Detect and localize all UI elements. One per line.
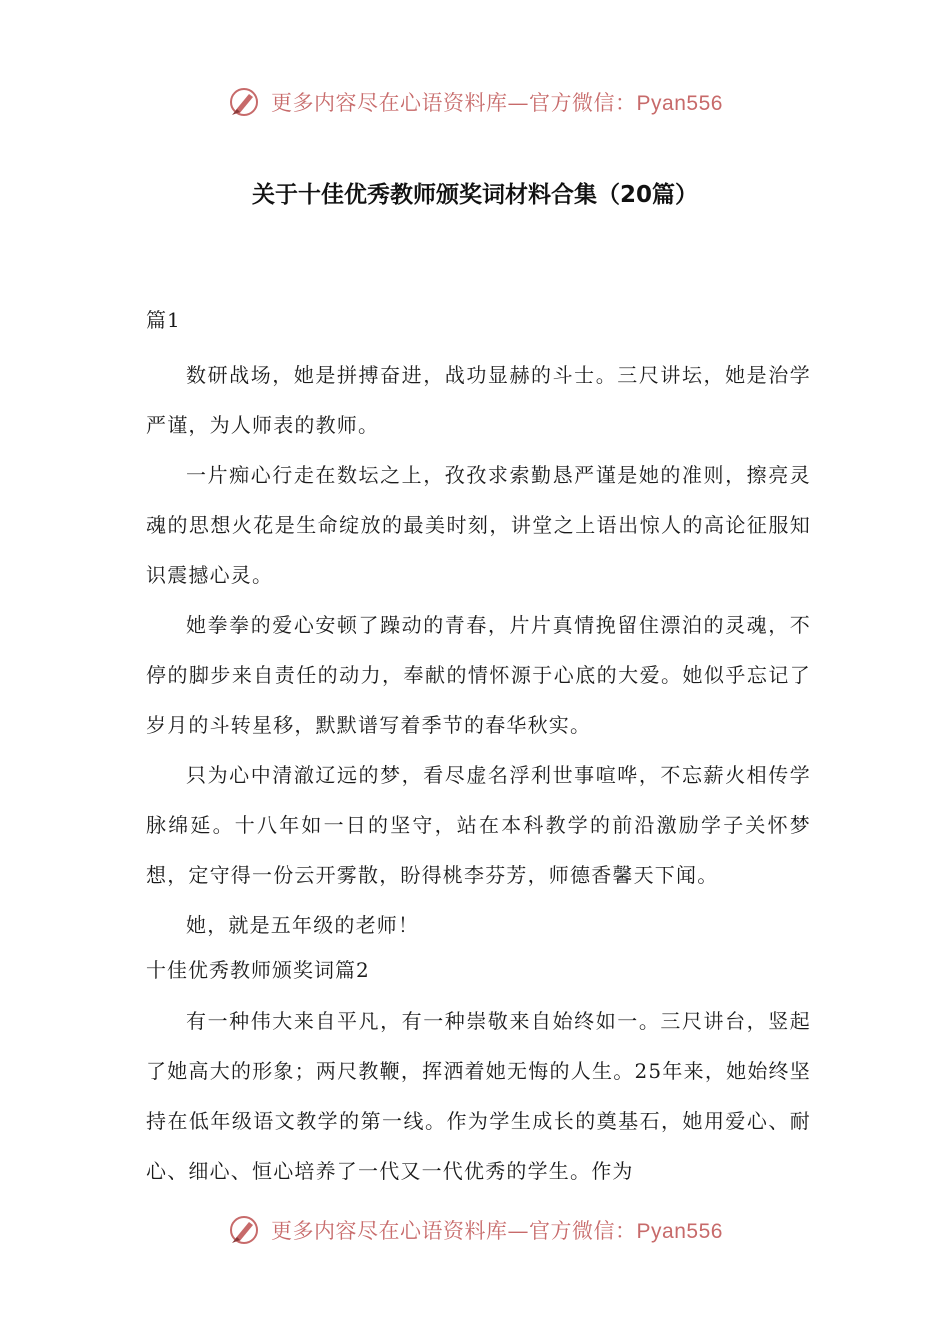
paragraph: 一片痴心行走在数坛之上，孜孜求索勤恳严谨是她的准则，擦亮灵魂的思想火花是生命绽放的最美时刻，讲堂之上语出惊人的高论征服知识震撼心灵。	[146, 463, 811, 587]
watermark-banner-bottom	[0, 1210, 950, 1250]
section-heading-2: 十佳优秀教师颁奖词篇2	[146, 958, 370, 982]
pen-nib-logo-icon	[227, 1213, 261, 1247]
watermark-text: 更多内容尽在心语资料库—官方微信：Pyan556	[271, 91, 723, 115]
pen-nib-logo-icon	[227, 85, 261, 119]
section-heading-1: 篇1	[146, 308, 181, 332]
watermark-text: 更多内容尽在心语资料库—官方微信：Pyan556	[271, 1219, 723, 1243]
wechat-id: Pyan556	[636, 1220, 723, 1243]
document-title: 关于十佳优秀教师颁奖词材料合集（20篇）	[251, 182, 698, 208]
wechat-id: Pyan556	[636, 92, 723, 115]
paragraph: 她，就是五年级的老师！	[186, 913, 420, 937]
paragraph: 数研战场，她是拼搏奋进，战功显赫的斗士。三尺讲坛，她是治学严谨，为人师表的教师。	[146, 363, 811, 437]
watermark-banner-top	[0, 82, 950, 122]
paragraph: 只为心中清澈辽远的梦，看尽虚名浮利世事喧哗，不忘薪火相传学脉绵延。十八年如一日的坚守，站在本科教学的前沿激励学子关怀梦想，定守得一份云开雾散，盼得桃李芬芳，师德香馨天下闻。	[146, 763, 811, 887]
paragraph: 她拳拳的爱心安顿了躁动的青春，片片真情挽留住漂泊的灵魂，不停的脚步来自责任的动力，奉献的情怀源于心底的大爱。她似乎忘记了岁月的斗转星移，默默谱写着季节的春华秋实。	[146, 613, 811, 737]
document-body	[146, 300, 811, 1196]
paragraph: 有一种伟大来自平凡，有一种崇敬来自始终如一。三尺讲台，竖起了她高大的形象；两尺教鞭，挥洒着她无悔的人生。25年来，她始终坚持在低年级语文教学的第一线。作为学生成长的奠基石，她用爱心、耐心、细心、恒心培养了一代又一代优秀的学生。作为	[146, 1009, 811, 1183]
